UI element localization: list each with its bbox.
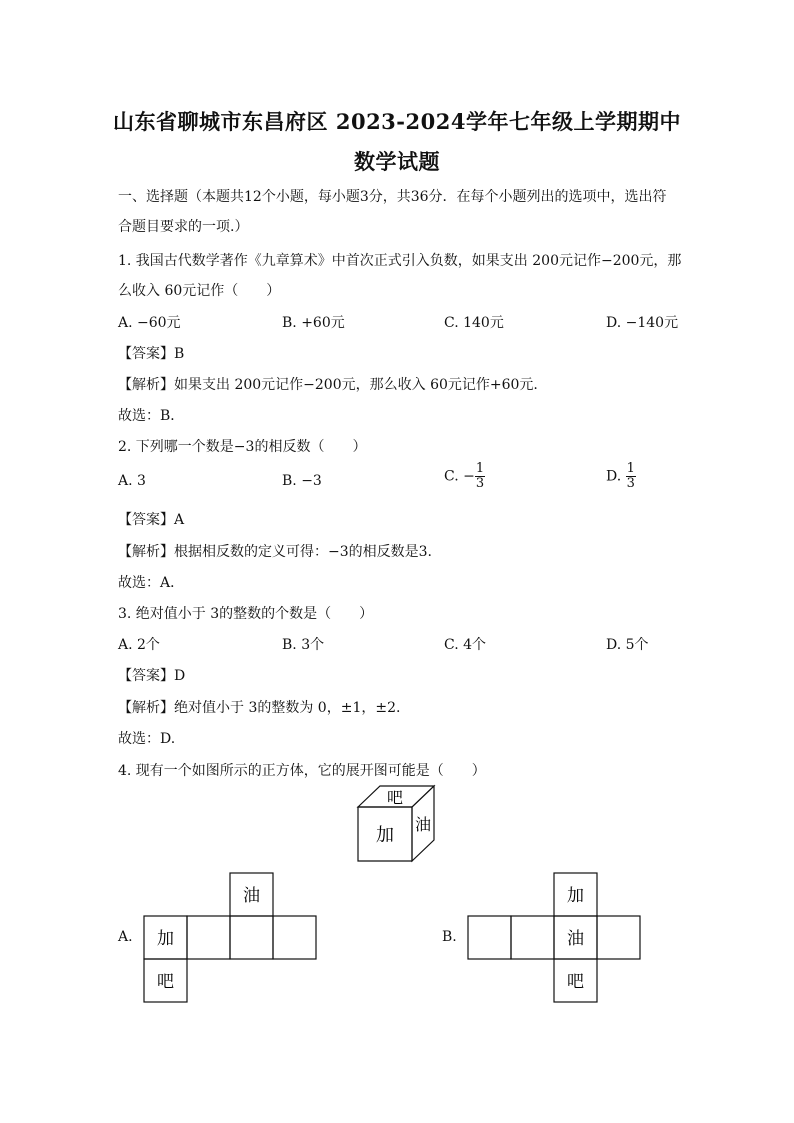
- q1-option-c: C. 140元: [444, 315, 504, 331]
- cube-figure: [350, 780, 450, 870]
- net-a-bottom-text: 吧: [157, 972, 174, 992]
- q1-option-b: B. +60元: [282, 315, 345, 331]
- net-a-cell-2: [187, 916, 230, 959]
- page-title: 山东省聊城市东昌府区 2023-2024学年七年级上学期期中: [113, 109, 681, 134]
- q2-option-c-numerator: 1: [475, 461, 485, 476]
- q3-stem: 3. 绝对值小于 3的整数的个数是（ ）: [118, 606, 374, 622]
- q3-analysis: 【解析】绝对值小于 3的整数为 0，±1，±2.: [118, 700, 401, 716]
- net-b-top-text: 加: [567, 886, 584, 906]
- q3-option-c: C. 4个: [444, 637, 487, 653]
- q1-stem-cont: 么收入 60元记作（ ）: [118, 283, 281, 299]
- q1-conclusion: 故选：B．: [118, 408, 185, 424]
- net-a-left-text: 加: [157, 929, 174, 949]
- net-b-cell-4: [597, 916, 640, 959]
- q3-option-b: B. 3个: [282, 637, 325, 653]
- q2-option-c: [444, 462, 485, 491]
- net-b-figure: [464, 870, 644, 1006]
- q2-analysis: 【解析】根据相反数的定义可得：−3的相反数是3.: [118, 544, 432, 560]
- q2-option-d-numerator: 1: [626, 461, 635, 476]
- q2-option-c-sign: −: [463, 468, 475, 485]
- q2-option-b: B. −3: [282, 473, 322, 489]
- q2-option-c-denominator: 3: [475, 476, 485, 491]
- net-a-label: A.: [118, 929, 133, 945]
- net-b-cell-1: [468, 916, 511, 959]
- q2-option-a: A. 3: [118, 473, 146, 489]
- q3-answer: 【答案】D: [118, 668, 186, 684]
- q1-analysis: 【解析】如果支出 200元记作−200元，那么收入 60元记作+60元.: [118, 377, 538, 393]
- cube-front-text: 加: [376, 825, 394, 846]
- net-a-figure: [140, 870, 320, 1006]
- net-a-top-text: 油: [243, 886, 260, 906]
- net-b-label: B.: [442, 929, 457, 945]
- net-a-cell-3: [230, 916, 273, 959]
- q3-option-a: A. 2个: [118, 637, 160, 653]
- q2-option-d-fraction: [626, 462, 636, 491]
- q2-option-d-denominator: 3: [626, 476, 635, 491]
- q2-answer: 【答案】A: [118, 512, 185, 528]
- cube-side-text: 油: [414, 815, 432, 834]
- section-heading: 一、选择题（本题共12个小题，每小题3分，共36分．在每个小题列出的选项中，选出符: [118, 189, 667, 205]
- q3-option-d: D. 5个: [606, 637, 649, 653]
- q1-stem: 1. 我国古代数学著作《九章算术》中首次正式引入负数，如果支出 200元记作−200元，那: [118, 253, 682, 269]
- q1-answer: 【答案】B: [118, 346, 185, 362]
- net-b-cell-2: [511, 916, 554, 959]
- q2-option-d: [606, 462, 636, 491]
- q3-conclusion: 故选：D.: [118, 731, 176, 747]
- q2-stem: 2. 下列哪一个数是−3的相反数（ ）: [118, 439, 367, 455]
- net-a-cell-4: [273, 916, 316, 959]
- page-subtitle: 数学试题: [354, 149, 440, 174]
- q4-stem: 4. 现有一个如图所示的正方体，它的展开图可能是（ ）: [118, 763, 486, 779]
- q1-option-a: A. −60元: [118, 315, 181, 331]
- section-heading-cont: 合题目要求的一项.）: [118, 219, 249, 235]
- cube-top-text: 吧: [386, 788, 404, 807]
- net-b-middle-text: 油: [567, 929, 584, 949]
- q2-option-c-label: C.: [444, 468, 459, 485]
- q2-conclusion: 故选：A．: [118, 575, 185, 591]
- q2-option-c-fraction: [475, 462, 485, 491]
- q1-option-d: D. −140元: [606, 315, 679, 331]
- q2-option-d-label: D.: [606, 468, 622, 485]
- net-b-bottom-text: 吧: [567, 972, 584, 992]
